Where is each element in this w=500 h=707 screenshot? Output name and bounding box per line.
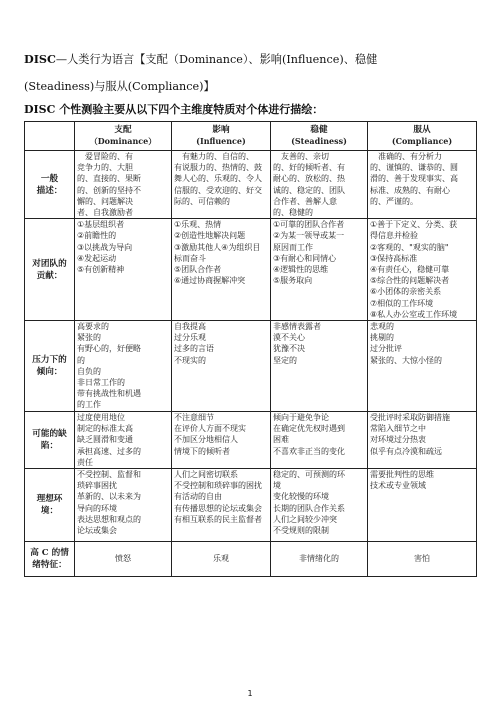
cell-line: 原因而工作 [273,242,313,252]
cell-stress-tendency-dominance [75,321,172,412]
cell-line: ④有责任心，稳健可靠 [370,265,450,275]
cell-emotional-trait-compliance [368,542,477,577]
cell-stress-tendency-influence [172,321,271,412]
cell-line: 诚的、稳定的、团队 [273,185,345,195]
cell-line: 不注意细节 [174,413,214,423]
row-label-line: 贡献： [36,270,63,281]
cell-line: ②为某一领导或某一 [273,231,345,241]
cell-emotional-trait-steadiness [271,542,368,577]
cell-line: 的、稳健的 [273,208,313,218]
cell-line: 耐心的、放松的、热 [273,174,345,184]
cell-line: ③激励其他人④为组织目 [174,242,261,252]
cell-line: ①善于下定义、分类、获 [370,220,458,230]
cell-line: 非情绪化的 [299,554,339,564]
cell-line: ⑦相似的工作环境 [370,298,434,308]
cell-line: 不喜欢非正当的变化 [273,446,345,456]
cell-line: 缺乏圆滑和变通 [77,435,133,445]
table-row-stress-tendency [25,321,477,412]
row-label-line: 倾向： [36,367,63,378]
cell-line: ①基层组织者 [77,220,125,230]
cell-line: ③保持高标准 [370,253,418,263]
page-number: 1 [247,689,253,698]
cell-line: 的、好的倾听者、有 [273,163,345,173]
cell-line: 制定的标准太高 [77,424,133,434]
cell-line: 有说服力的、热情的、鼓 [174,163,262,173]
cell-line: 竞争力的、大胆 [77,163,133,173]
row-label-line: 一般 [40,173,59,184]
cell-line: 非感情表露者 [273,322,321,332]
cell-line: ④逻辑性的思维 [273,265,329,275]
cell-line: 标而奋斗 [174,253,206,263]
cell-line: ⑤有创新精神 [77,265,125,275]
cell-line: ⑧私人办公室或工作环境 [370,309,458,319]
cell-line: 过度使用地位 [77,413,125,423]
cell-line: 有野心的，好便略 [77,344,141,354]
row-label-line: 境： [40,506,59,517]
row-label-line: 压力下的 [32,355,67,366]
cell-line: 似乎有点冷漠和疏远 [370,446,442,456]
cell-line: 人们之间密切联系 [174,470,238,480]
cell-line: ⑤综合性的问题解决者 [370,276,450,286]
cell-line: 倾向于避免争论 [273,413,329,423]
cell-line: 际的、可信赖的 [174,196,230,206]
cell-stress-tendency-compliance [368,321,477,412]
cell-line: 的工作 [77,400,101,410]
cell-line: 的、严谨的。 [370,196,418,206]
cell-line: 过分乐观 [174,333,206,343]
cell-line: 愤怒 [115,554,131,564]
header-corner [25,122,75,151]
cell-line: 有活动的自由 [174,492,222,502]
cell-ideal-environment-compliance [368,469,477,542]
cell-line: 的、谨慎的、谦恭的、圆 [370,163,458,173]
cell-line: 漠不关心 [273,333,305,343]
cell-line: 有魅力的、自信的、 [174,152,254,161]
cell-line: 困难 [273,435,289,445]
cell-line: 犹豫不决 [273,344,305,354]
title-line-1-text: —人类行为语言【支配（Dominance）、影响(Influence)、稳健 [55,53,378,66]
cell-line: 害怕 [414,554,430,564]
title-line-2: (Steadiness)与服从(Compliance)】 [24,80,215,93]
cell-line: 情境下的倾听者 [174,446,230,456]
cell-line: 不受控制和琐碎事的困扰 [174,481,262,491]
cell-line: 不现实的 [174,355,206,365]
cell-team-contribution-dominance [75,219,172,321]
cell-possible-weakness-influence [172,412,271,469]
cell-line: 不加区分地相信人 [174,435,238,445]
cell-team-contribution-compliance [368,219,477,321]
disc-table [24,121,477,577]
row-label-possible-weakness [25,412,75,469]
cell-line: 非日常工作的 [77,378,125,388]
cell-stress-tendency-steadiness [271,321,368,412]
cell-line: 对环境过分热衷 [370,435,426,445]
cell-line: 过多的言语 [174,344,214,354]
table-header-row [25,122,477,151]
row-label-line: 绪特征： [32,560,67,571]
cell-line: 需要批判性的思维 [370,470,434,480]
cell-line: 过分批评 [370,344,402,354]
table-row-general-description [25,151,477,219]
cell-line: 琐碎事困扰 [77,481,117,491]
cell-possible-weakness-dominance [75,412,172,469]
header-dominance: 支配 （Dominance） [75,122,172,151]
cell-line: ④发起运动 [77,253,117,263]
cell-line: 稳定的、可预测的环 [273,470,345,480]
cell-line: 挑剔的 [370,333,394,343]
cell-line: ①乐观、热情 [174,220,222,230]
cell-emotional-trait-dominance [75,542,172,577]
cell-line: ⑥小团体的亲密关系 [370,287,442,297]
header-influence: 影响 (Influence) [172,122,271,151]
cell-general-description-compliance [368,151,477,219]
cell-line: 紧张的、大惊小怪的 [370,355,442,365]
cell-line: 标准、成熟的、有耐心 [370,185,450,195]
cell-team-contribution-steadiness [271,219,368,321]
cell-line: 不受控制、监督和 [77,470,141,480]
row-label-stress-tendency [25,321,75,412]
row-label-ideal-environment [25,469,75,542]
cell-team-contribution-influence [172,219,271,321]
cell-line: 的、创新的坚持不 [77,185,141,195]
cell-line: 变化较慢的环境 [273,492,329,502]
cell-line: 的 [77,355,85,365]
cell-line: 得信息并检验 [370,231,418,241]
cell-line: 在确定优先权时遇到 [273,424,345,434]
cell-line: 技术或专业领域 [370,481,426,491]
cell-possible-weakness-steadiness [271,412,368,469]
cell-line: 常陷入细节之中 [370,424,426,434]
cell-line: 高要求的 [77,322,109,332]
cell-line: ①可靠的团队合作者 [273,220,345,230]
cell-line: 有相互联系的民主监督者 [174,514,262,524]
cell-line: 自我提高 [174,322,206,332]
cell-line: 紧张的 [77,333,101,343]
section-subtitle: DISC 个性测验主要从以下四个主维度特质对个体进行描绘： [24,103,324,116]
cell-emotional-trait-influence [172,542,271,577]
table-row-ideal-environment [25,469,477,542]
cell-possible-weakness-compliance [368,412,477,469]
row-label-line: 对团队的 [32,258,67,269]
header-compliance: 服从 (Compliance) [368,122,477,151]
table-row-emotional-trait [25,542,477,577]
title-line-1 [24,46,476,73]
cell-line: 责任 [77,457,93,467]
cell-line: 坚定的 [273,355,297,365]
row-label-team-contribution [25,219,75,321]
cell-line: 者、自我激励者 [77,208,133,218]
cell-general-description-steadiness [271,151,368,219]
cell-line: 不受规则的限制 [273,526,329,536]
cell-line: ②前瞻性的 [77,231,117,241]
cell-line: 乐观 [213,554,229,564]
cell-line: 带有挑战性和机遇 [77,389,141,399]
cell-line: 懈的、问题解决 [77,196,133,206]
row-label-line: 陷： [40,441,59,452]
cell-line: ⑥通过协商握解冲突 [174,276,246,286]
cell-line: 长期的团队合作关系 [273,503,345,513]
cell-line: 准确的、有分析力 [370,152,442,161]
cell-line: 滑的、善于发现事实、高 [370,174,458,184]
cell-line: 有传播思想的论坛或集会 [174,503,262,513]
table-row-possible-weakness [25,412,477,469]
cell-line: 合作者、善解人意 [273,196,337,206]
cell-general-description-dominance [75,151,172,219]
cell-line: 论坛或集会 [77,526,117,536]
cell-line: ②创造性地解决问题 [174,231,246,241]
cell-line: 信服的、受欢迎的、好交 [174,185,262,195]
row-label-emotional-trait [25,542,75,577]
document-title [24,46,476,100]
cell-line: ⑤团队合作者 [174,265,222,275]
table-row-team-contribution [25,219,477,321]
cell-ideal-environment-dominance [75,469,172,542]
cell-line: ②客观的、"观实的脑" [370,242,449,252]
row-label-line: 高 C 的情 [30,548,69,559]
cell-line: ⑤服务取向 [273,276,313,286]
row-label-line: 可能的缺 [32,429,67,440]
cell-line: 导向的环境 [77,503,117,513]
cell-line: 受批评时采取防御措施 [370,413,450,423]
cell-line: 在评价人方面不现实 [174,424,246,434]
cell-ideal-environment-steadiness [271,469,368,542]
cell-line: 承担高速、过多的 [77,446,141,456]
cell-ideal-environment-influence [172,469,271,542]
row-label-line: 理想环 [36,494,63,505]
cell-line: ③以挑战为导向 [77,242,133,252]
cell-line: 境 [273,481,281,491]
cell-line: 人们之间较少冲突 [273,514,337,524]
row-label-line: 描述： [36,185,63,196]
cell-line: ③有耐心和同情心 [273,253,337,263]
header-steadiness: 稳健 (Steadiness) [271,122,368,151]
cell-line: 的、直接的、果断 [77,174,141,184]
cell-line: 舞人心的、乐观的、令人 [174,174,262,184]
cell-line: 表达思想和观点的 [77,514,141,524]
cell-line: 自负的 [77,366,101,376]
cell-general-description-influence [172,151,271,219]
cell-line: 友善的、亲切 [273,152,329,161]
cell-line: 悲观的 [370,322,394,332]
cell-line: 爱冒险的、有 [77,152,133,161]
title-disc: DISC [24,52,56,66]
cell-line: 革新的、以未来为 [77,492,141,502]
row-label-general-description [25,151,75,219]
